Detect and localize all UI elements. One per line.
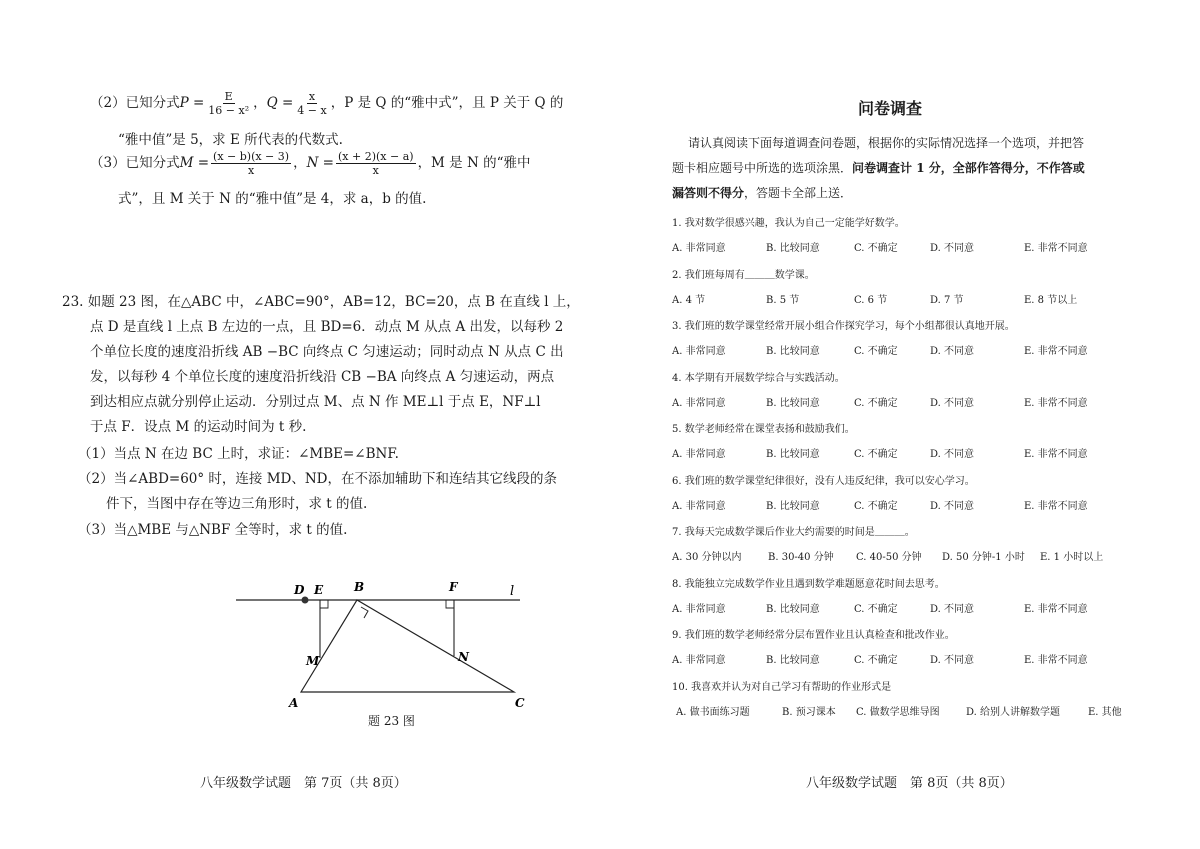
answer-option[interactable]: A. 非常同意 <box>672 243 726 254</box>
answer-option[interactable]: E. 非常不同意 <box>1024 655 1088 666</box>
label-a: A <box>289 696 299 710</box>
p-label: P = <box>179 95 205 111</box>
answer-option[interactable]: C. 不确定 <box>854 397 898 409</box>
question-text: 6. 我们班的数学课堂纪律很好，没有人违反纪律，我可以安心学习。 <box>672 475 975 487</box>
q23-sub1: （1）当点 N 在边 BC 上时，求证：∠MBE=∠BNF. <box>78 446 399 462</box>
answer-option[interactable]: D. 给别人讲解数学题 <box>966 706 1061 718</box>
answer-option[interactable]: E. 非常不同意 <box>1024 397 1088 409</box>
answer-option[interactable]: B. 比较同意 <box>766 243 820 254</box>
answer-option[interactable]: E. 8 节以上 <box>1024 294 1078 306</box>
answer-option[interactable]: C. 不确定 <box>854 603 898 615</box>
point-d <box>302 597 309 604</box>
text: ， <box>253 95 267 111</box>
label-d: D <box>294 583 305 597</box>
text: 题卡相应题号中所选的选项涂黑． <box>672 161 853 175</box>
q23-line: 23. 如题 23 图，在△ABC 中，∠ABC=90°，AB=12，BC=20，点 B 在直线 l 上， <box>62 294 580 310</box>
q22-part2-line1 <box>90 90 563 117</box>
intro-line1: 请认真阅读下面每道调查问卷题，根据你的实际情况选择一个选项，并把答 <box>688 136 1085 150</box>
q22-part2-line2: “雅中值”是 5，求 E 所代表的代数式. <box>118 132 343 148</box>
q23-sub2-line2: 件下，当图中存在等边三角形时，求 t 的值. <box>106 496 368 512</box>
question-text: 8. 我能独立完成数学作业且遇到数学难题愿意花时间去思考。 <box>672 578 945 590</box>
page-footer: 八年级数学试题 第 7页（共 8页） <box>200 776 407 791</box>
fraction-numerator: (x − b)(x − 3) <box>213 150 290 163</box>
fraction-denominator: x <box>372 164 379 177</box>
fraction-numerator: (x + 2)(x − a) <box>338 150 414 163</box>
answer-option[interactable]: A. 非常同意 <box>672 397 726 409</box>
survey-title: 问卷调查 <box>858 99 923 118</box>
triangle-abc <box>301 600 514 692</box>
right-page <box>600 0 1200 849</box>
answer-option[interactable]: E. 其他 <box>1088 706 1122 718</box>
answer-option[interactable]: D. 50 分钟-1 小时 <box>942 552 1025 563</box>
text: ， <box>293 155 307 171</box>
label-l: l <box>510 584 515 599</box>
question-text: 7. 我每天完成数学课后作业大约需要的时间是＿＿＿。 <box>672 527 915 538</box>
q23-sub3: （3）当△MBE 与△NBF 全等时，求 t 的值. <box>78 522 348 538</box>
q23-line: 点 D 是直线 l 上点 B 左边的一点，且 BD=6．动点 M 从点 A 出发，以每秒 2 <box>90 319 564 335</box>
question-text: 1. 我对数学很感兴趣，我认为自己一定能学好数学。 <box>672 218 905 229</box>
answer-option[interactable]: B. 比较同意 <box>766 603 820 615</box>
fraction-numerator: E <box>224 90 233 103</box>
q23-line: 发，以每秒 4 个单位长度的速度沿折线沿 CB −BA 向终点 A 匀速运动，两点 <box>90 369 555 385</box>
answer-option[interactable]: B. 30-40 分钟 <box>768 552 834 563</box>
answer-option[interactable]: D. 不同意 <box>930 243 975 254</box>
text: ，P 是 Q 的“雅中式”，且 P 关于 Q 的 <box>330 95 564 111</box>
answer-option[interactable]: D. 7 节 <box>930 294 964 306</box>
question-text: 5. 数学老师经常在课堂表扬和鼓励我们。 <box>672 424 855 435</box>
answer-option[interactable]: A. 非常同意 <box>672 655 726 666</box>
text: （3）已知分式 <box>90 155 180 171</box>
text: ，答题卡全部上送． <box>744 186 853 200</box>
answer-option[interactable]: A. 非常同意 <box>672 346 726 357</box>
answer-option[interactable]: A. 做书面练习题 <box>676 706 750 718</box>
q-label: Q = <box>266 95 294 111</box>
label-n: N <box>458 650 469 664</box>
question-text: 9. 我们班的数学老师经常分层布置作业且认真检查和批改作业。 <box>672 630 955 641</box>
answer-option[interactable]: D. 不同意 <box>930 603 975 615</box>
fraction-q <box>295 90 328 117</box>
answer-option[interactable]: C. 40-50 分钟 <box>856 552 922 563</box>
text: （2）已知分式 <box>90 95 180 111</box>
answer-option[interactable]: B. 比较同意 <box>766 655 820 666</box>
fraction-n <box>336 150 416 177</box>
q23-line: 个单位长度的速度沿折线 AB −BC 向终点 C 匀速运动；同时动点 N 从点 C 出 <box>90 344 564 360</box>
answer-option[interactable]: C. 做数学思维导图 <box>856 706 940 718</box>
answer-option[interactable]: D. 不同意 <box>930 655 975 666</box>
label-e: E <box>314 583 324 597</box>
q22-part3-line1 <box>90 150 530 177</box>
intro-line3 <box>672 184 852 201</box>
answer-option[interactable]: D. 不同意 <box>930 346 975 357</box>
answer-option[interactable]: A. 非常同意 <box>672 449 726 460</box>
bold-text: 漏答则不得分 <box>672 186 745 200</box>
fraction-numerator: x <box>308 90 316 103</box>
label-c: C <box>515 696 525 710</box>
answer-option[interactable]: E. 非常不同意 <box>1024 243 1088 254</box>
answer-option[interactable]: C. 不确定 <box>854 500 898 512</box>
answer-option[interactable]: E. 非常不同意 <box>1024 603 1088 615</box>
answer-option[interactable]: A. 4 节 <box>672 294 706 306</box>
answer-option[interactable]: E. 非常不同意 <box>1024 346 1088 357</box>
answer-option[interactable]: C. 不确定 <box>854 655 898 666</box>
answer-option[interactable]: D. 不同意 <box>930 500 975 512</box>
answer-option[interactable]: B. 比较同意 <box>766 397 820 409</box>
label-f: F <box>449 580 458 594</box>
figure-caption: 题 23 图 <box>368 714 415 728</box>
m-label: M = <box>179 155 210 171</box>
q23-line: 于点 F．设点 M 的运动时间为 t 秒. <box>90 419 307 435</box>
question-text: 4. 本学期有开展数学综合与实践活动。 <box>672 372 845 384</box>
page-footer: 八年级数学试题 第 8页（共 8页） <box>806 776 1013 791</box>
question-text: 10. 我喜欢并认为对自己学习有帮助的作业形式是 <box>672 681 892 693</box>
answer-option[interactable]: E. 1 小时以上 <box>1040 552 1104 563</box>
answer-option[interactable]: E. 非常不同意 <box>1024 500 1088 512</box>
right-angle-e <box>320 600 328 608</box>
bold-text: 问卷调查计 1 分，全部作答得分，不作答或 <box>852 161 1085 175</box>
answer-option[interactable]: C. 不确定 <box>854 449 898 460</box>
answer-option[interactable]: B. 预习课本 <box>782 706 836 718</box>
fraction-p <box>206 90 251 117</box>
q22-part3-line2: 式”，且 M 关于 N 的“雅中值”是 4，求 a，b 的值. <box>118 191 427 207</box>
q23-line: 到达相应点就分别停止运动．分别过点 M、点 N 作 ME⊥l 于点 E，NF⊥l <box>90 394 541 410</box>
label-b: B <box>354 580 365 594</box>
answer-option[interactable]: B. 比较同意 <box>766 449 820 460</box>
label-m: M <box>306 654 320 668</box>
text: ，M 是 N 的“雅中 <box>417 155 531 171</box>
answer-option[interactable]: A. 非常同意 <box>672 603 726 615</box>
answer-option[interactable]: B. 5 节 <box>766 294 800 306</box>
answer-option[interactable]: D. 不同意 <box>930 449 975 460</box>
answer-option[interactable]: B. 比较同意 <box>766 500 820 512</box>
fraction-denominator: x <box>247 164 255 177</box>
answer-option[interactable]: C. 不确定 <box>854 346 898 357</box>
fraction-m <box>211 150 291 177</box>
answer-option[interactable]: E. 非常不同意 <box>1024 449 1088 460</box>
fraction-denominator: 16 − x² <box>208 104 250 117</box>
answer-option[interactable]: C. 不确定 <box>854 243 898 254</box>
answer-option[interactable]: A. 非常同意 <box>672 500 726 512</box>
answer-option[interactable]: A. 30 分钟以内 <box>672 552 742 563</box>
question-text: 2. 我们班每周有＿＿＿数学课。 <box>672 269 815 281</box>
right-angle-b <box>361 607 368 618</box>
intro-line2 <box>672 159 1085 176</box>
question-text: 3. 我们班的数学课堂经常开展小组合作探究学习，每个小组都很认真地开展。 <box>672 321 1015 332</box>
q23-sub2-line1: （2）当∠ABD=60° 时，连接 MD、ND，在不添加辅助下和连结其它线段的条 <box>78 471 557 487</box>
fraction-denominator: 4 − x <box>297 104 327 117</box>
n-label: N = <box>306 155 334 171</box>
answer-option[interactable]: D. 不同意 <box>930 397 975 409</box>
right-angle-f <box>446 600 454 608</box>
figure-23 <box>230 575 550 725</box>
answer-option[interactable]: C. 6 节 <box>854 294 888 306</box>
answer-option[interactable]: B. 比较同意 <box>766 346 820 357</box>
